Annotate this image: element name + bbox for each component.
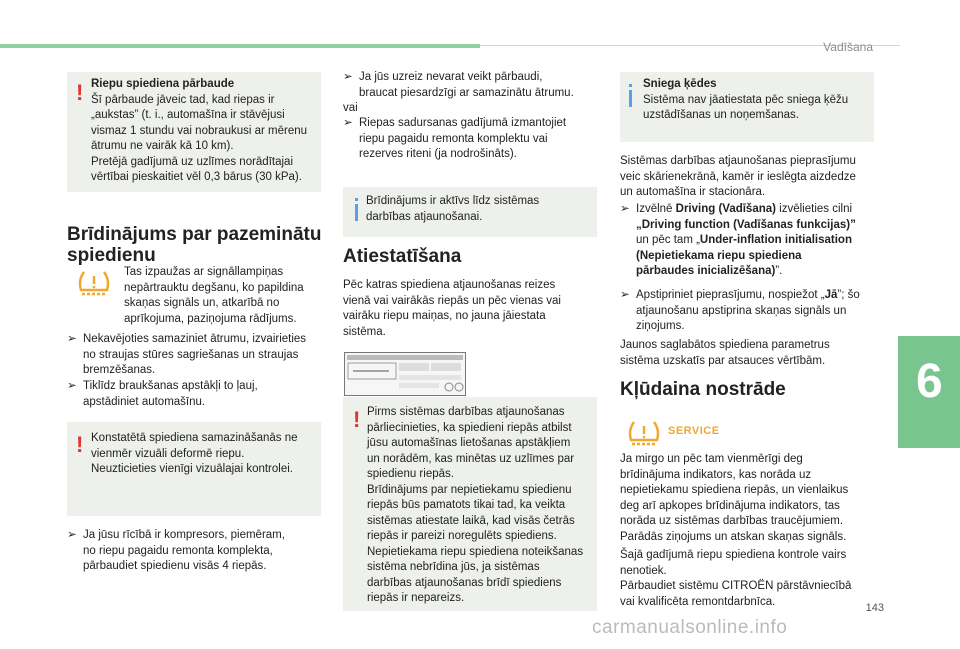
tyre-check-text: Riepu spiediena pārbaude Šī pārbaude jāveic tad, kad riepas ir „aukstas” (t. i., automašīna ir stāvējusi vismaz 1 stundu vai nobraukusi ar mērenu ātrumu ne vairāk kā 10 km). Pretējā gadījumā uz uzlīmes norādītajai vērtībai pieskaitiet vēl 0,3 bārus (30 kPa). (91, 77, 319, 186)
low-pressure-intro: Tas izpaužas ar signāllampiņas nepārtrauktu degšanu, ko papildina skaņas signāls un, atkarībā no aprīkojuma, paziņojuma rādījums. (124, 266, 304, 325)
bullet-arrow-icon: ➢ (343, 71, 353, 83)
list-item: ➢ Izvēlnē Driving (Vadīšana) izvēlieties cilni „Driving function (Vadīšanas funkcijas)” un pēc tam „Under-inflation initialisation (Nepietiekama riepu spiediena pārbaudes inicializēšana)”. (620, 203, 856, 277)
reset-warning-text: Pirms sistēmas darbības atjaunošanas pārliecinieties, ka spiedieni riepās atbilst jūsu automašīnas lietošanas apstākļiem un norādēm, kas minētas uz uzlīmes par spiedienu riepās. Brīdinājums par nepietiekamu spiedienu riepās būs pamatots tikai tad, ka veikta sistēmas atiestate laikā, kad visās četrās riepās ir pareizi noregulēts spiediens. Nepietiekama riepu spiediena noteikšanas sistēma nebrīdina jūs, ja sistēmas darbības atjaunošanas brīdī spiediens riepās ir nepareizs. (367, 406, 584, 604)
or-text: vai (343, 102, 358, 114)
reset-paragraph: Pēc katras spiediena atjaunošanas reizes vienā vai vairākās riepās un pēc vienas vai vairāku riepu maiņas, no jauna jāiestata sistēma. (343, 279, 561, 338)
chapter-tab (898, 336, 960, 448)
bullet-arrow-icon: ➢ (67, 529, 77, 541)
section-heading-reset: Atiestatīšana (343, 246, 462, 267)
snow-chains-title: Sniega ķēdes (643, 78, 717, 90)
service-indicator-icon: SERVICE (668, 425, 720, 437)
list-item: ➢ Apstipriniet pieprasījumu, nospiežot „Jā”; šo atjaunošanu apstiprina skaņas signāls un ziņojums. (620, 289, 860, 332)
section-heading-low-pressure: Brīdinājums par pazeminātu spiedienu (67, 224, 322, 266)
list-item: ➢ Riepas sadursanas gadījumā izmantojiet riepu pagaidu remonta komplektu vai rezerves riteni (ja nodrošināts). (343, 117, 567, 160)
tyre-check-title: Riepu spiediena pārbaude (91, 78, 235, 90)
malfunction-paragraph: Ja mirgo un pēc tam vienmērīgi deg brīdinājuma indikators, kas norāda uz nepietiekamu spiediena riepās, un vienlaikus deg arī apkopes brīdinājuma indikators, tas norāda uz sistēmas darbības traucējumiem. Parādās ziņojums un atskan skaņas signāls. (620, 453, 849, 543)
top-progress-bar (0, 44, 480, 48)
list-item: ➢ Ja jūsu rīcībā ir kompresors, piemēram, no riepu pagaidu remonta komplekta, pārbaudiet spiedienu visās 4 riepās. (67, 529, 285, 572)
section-heading-malfunction: Kļūdaina nostrāde (620, 379, 786, 400)
section-title: Vadīšana (823, 40, 873, 54)
reset-request-paragraph: Sistēmas darbības atjaunošanas pieprasījumu veic skārienekrānā, kamēr ir ieslēgta aizdedze un automašīna ir stacionāra. (620, 155, 856, 198)
page-number: 143 (865, 602, 884, 614)
info-icon (355, 204, 358, 221)
watermark: carmanualsonline.info (592, 617, 788, 638)
info-active-text: Brīdinājums ir aktīvs līdz sistēmas darbības atjaunošanai. (366, 195, 540, 223)
bullet-arrow-icon: ➢ (620, 203, 630, 215)
chapter-number: 6 (916, 355, 943, 408)
list-item: ➢ Tiklīdz braukšanas apstākļi to ļauj, apstādiniet automašīnu. (67, 380, 258, 408)
malfunction-action-paragraph: Šajā gadījumā riepu spiediena kontrole vairs nenotiek. Pārbaudiet sistēmu CITROËN pārstāvniecībā vai kvalificēta remontdarbnīca. (620, 549, 852, 608)
list-item: ➢ Ja jūs uzreiz nevarat veikt pārbaudi, braucat piesardzīgi ar samazinātu ātrumu. (343, 71, 574, 99)
visual-check-text: Konstatētā spiediena samazināšanās ne vienmēr vizuāli deformē riepu. Neuzticieties vienīgi vizuālajai kontrolei. (91, 432, 298, 475)
bullet-arrow-icon: ➢ (343, 117, 353, 129)
tyre-pressure-warning-icon (626, 420, 662, 448)
reference-values-paragraph: Jaunos saglabātos spiediena parametrus sistēma uzskatīs par atsauces vērtībām. (620, 339, 830, 367)
snow-chains-text: Sniega ķēdes Sistēma nav jāatiestata pēc sniega ķēžu uzstādīšanas un noņemšanas. (643, 77, 871, 124)
bullet-arrow-icon: ➢ (67, 333, 77, 345)
warning-icon: ! (76, 80, 84, 105)
warning-icon: ! (353, 407, 361, 432)
bullet-arrow-icon: ➢ (620, 289, 630, 301)
tyre-pressure-label-image (344, 352, 466, 396)
info-icon (629, 90, 632, 107)
list-item: ➢ Nekavējoties samaziniet ātrumu, izvairieties no straujas stūres sagriešanas un straujas bremzēšanas. (67, 333, 307, 376)
bullet-arrow-icon: ➢ (67, 380, 77, 392)
warning-icon: ! (76, 432, 84, 457)
tyre-pressure-warning-icon (76, 270, 112, 298)
